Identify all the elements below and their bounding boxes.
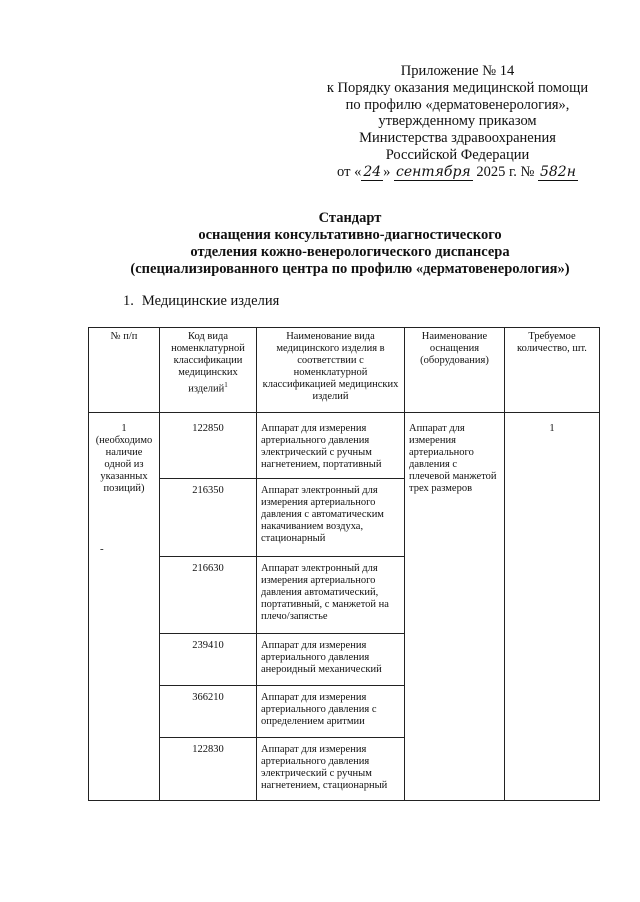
code-cell: 122850: [160, 413, 257, 479]
code-cell: 216630: [160, 557, 257, 634]
name-cell: Аппарат электронный для измерения артериального давления автоматический, портативный, с манжетой на плечо/запястье: [257, 557, 405, 634]
date-mid: »: [383, 163, 395, 180]
header-name: Наименование вида медицинского изделия в соответствии с номенклатурной классификацией медицинских изделий: [257, 328, 405, 413]
annex-line-6: Российской Федерации: [385, 146, 530, 163]
code-cell: 239410: [160, 634, 257, 686]
section-label: Медицинские изделия: [141, 293, 280, 309]
equipment-table: [88, 327, 600, 801]
annex-line-2: к Порядку оказания медицинской помощи: [326, 79, 589, 96]
header-code-text: Код вида номенклатурной классификации медицинских изделий: [171, 331, 245, 395]
annex-line-4: утвержденному приказом: [378, 113, 537, 130]
header-num: № п/п: [89, 328, 160, 413]
date-month-handwritten: сентября: [396, 163, 471, 180]
title-line-2: оснащения консультативно-диагностического: [198, 227, 502, 243]
order-number-handwritten: 582н: [539, 163, 576, 180]
document-title: [60, 210, 640, 278]
section-heading: [123, 293, 279, 310]
table-row: [89, 413, 600, 479]
header-equipment: Наименование оснащения (оборудования): [405, 328, 505, 413]
footnote-marker: 1: [224, 381, 228, 389]
stray-mark: -: [100, 543, 104, 555]
annex-date-line: [320, 164, 595, 181]
table-header-row: [89, 328, 600, 413]
annex-header: [320, 63, 595, 181]
annex-line-3: по профилю «дерматовенерология»,: [345, 96, 570, 113]
name-cell: Аппарат для измерения артериального давления с определением аритмии: [257, 686, 405, 738]
date-day-handwritten: 24: [363, 163, 382, 180]
code-cell: 122830: [160, 738, 257, 801]
title-line-4: (специализированного центра по профилю «дерматовенерология»): [130, 261, 570, 277]
annex-title: Приложение № 14: [400, 63, 515, 79]
header-quantity: Требуемое количество, шт.: [505, 328, 600, 413]
header-code: [160, 328, 257, 413]
name-cell: Аппарат электронный для измерения артериального давления с автоматическим накачиванием воздуха, стационарный: [257, 479, 405, 557]
code-cell: 216350: [160, 479, 257, 557]
name-cell: Аппарат для измерения артериального давления электрический с ручным нагнетением, портативный: [257, 413, 405, 479]
equipment-cell: Аппарат для измерения артериального давления с плечевой манжетой трех размеров: [405, 413, 505, 801]
date-year: 2025 г. №: [472, 163, 538, 180]
group-note: (необходимо наличие одной из указанных позиций): [95, 435, 153, 494]
title-line-3: отделения кожно-венерологического диспансера: [190, 244, 510, 260]
group-number: 1: [121, 423, 127, 434]
group-number-cell: [89, 413, 160, 801]
quantity-cell: 1: [505, 413, 600, 801]
date-prefix: от «: [337, 163, 362, 180]
name-cell: Аппарат для измерения артериального давления электрический с ручным нагнетением, стационарный: [257, 738, 405, 801]
code-cell: 366210: [160, 686, 257, 738]
section-number: 1.: [123, 293, 134, 309]
annex-line-5: Министерства здравоохранения: [359, 130, 556, 147]
name-cell: Аппарат для измерения артериального давления анероидный механический: [257, 634, 405, 686]
title-line-1: Стандарт: [318, 210, 382, 226]
